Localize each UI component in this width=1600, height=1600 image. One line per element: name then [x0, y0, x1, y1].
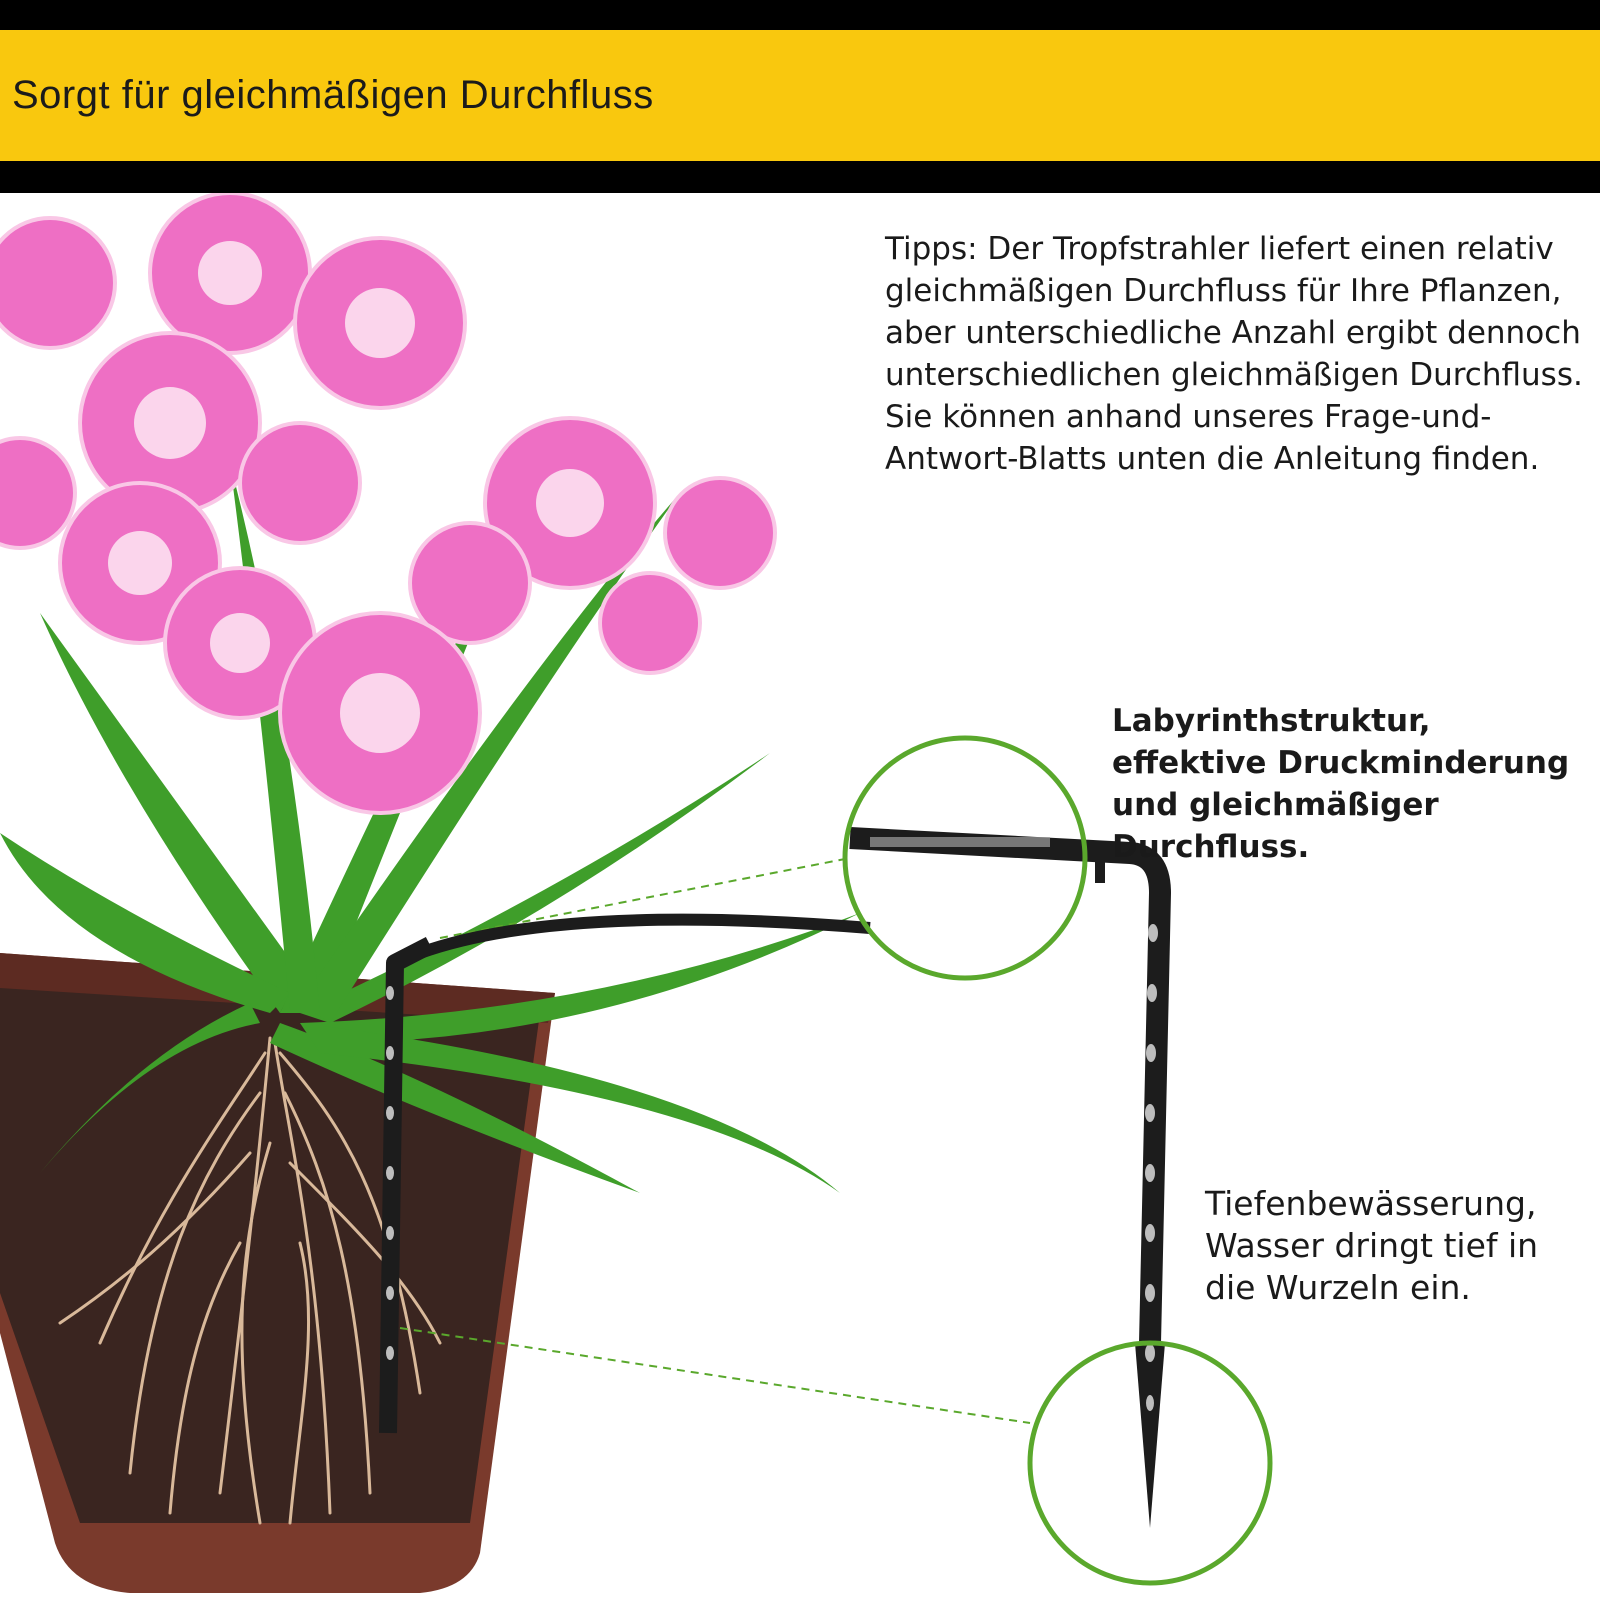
flower-pot: [0, 953, 555, 1593]
drip-emitter-stake-icon: [850, 837, 1165, 1528]
title-banner: [0, 30, 1600, 161]
tips-paragraph: Tipps: Der Tropfstrahler liefert einen relativ gleichmäßigen Durchfluss für Ihre Pflanzen, aber unterschiedliche Anzahl ergibt dennoch unterschiedlichen gleichmäßigen Durchfluss. Sie können anhand unseres Frage-und-Antwort-Blatts unten die Anleitung finden.: [885, 231, 1583, 477]
labyrinth-callout: Labyrinthstruktur, effektive Druckminderung und gleichmäßiger Durchfluss.: [1112, 703, 1570, 865]
top-black-bar: [0, 0, 1600, 30]
deep-watering-callout: Tiefenbewässerung, Wasser dringt tief in die Wurzeln ein.: [1205, 1184, 1539, 1307]
bottom-black-bar: [0, 161, 1600, 193]
banner-title: Sorgt für gleichmäßigen Durchfluss: [12, 73, 654, 117]
